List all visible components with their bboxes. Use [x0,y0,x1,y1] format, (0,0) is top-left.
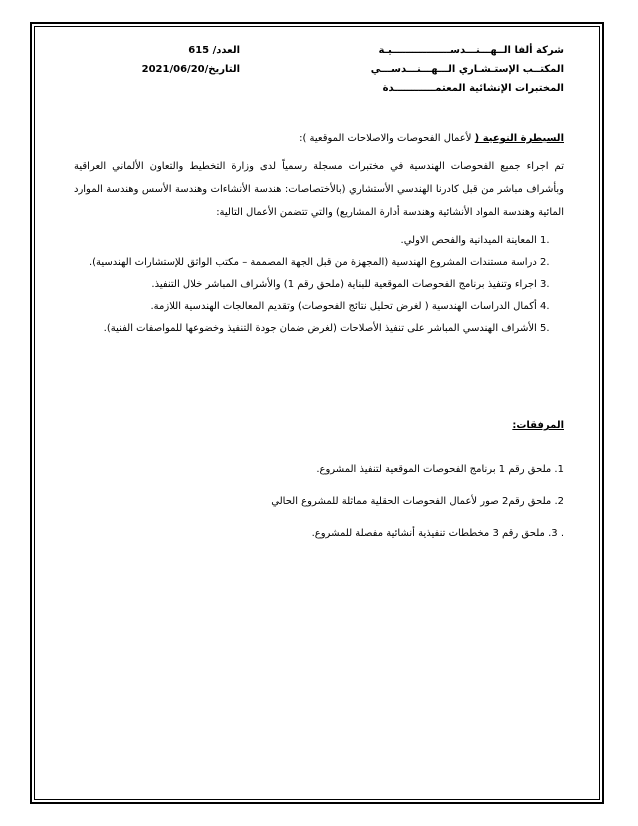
item-text: الأشراف الهندسي المباشر على تنفيذ الأصلاحات (لغرض ضمان جودة التنفيذ وخضوعها للمواصفات الفنية). [103,323,537,334]
list-item [64,252,564,274]
works-list [64,230,564,340]
item-number: 4. [540,301,550,312]
list-item [64,274,564,296]
attachment-item: . 3. ملحق رقم 3 مخططات تنفيذية أنشائية مفصلة للمشروع. [311,528,564,539]
attachment-item: 1. ملحق رقم 1 برنامج الفحوصات الموقعية لتنفيذ المشروع. [316,464,564,475]
company-header [294,41,564,98]
item-text: المعاينة الميدانية والفحص الاولي. [400,235,537,246]
item-text: دراسة مستندات المشروع الهندسية (المجهزة من قبل الجهة المصممة – مكتب الواثق للإستشارات الهندسية). [88,257,537,268]
date-value: 2021/06/20 [141,64,205,75]
item-text: اجراء وتنفيذ برنامج الفحوصات الموقعية للبناية (ملحق رقم 1) والأشراف المباشر خلال التنفيذ. [151,279,537,290]
company-name: شركة ألفا الــهـــنـــدســـــــــــــــــيـة [378,45,564,56]
document-number [90,41,240,60]
item-number: 3. [540,279,550,290]
list-item [64,318,564,340]
item-text: أكمال الدراسات الهندسية ( لغرض تحليل نتائج الفحوصات) وتقديم المعالجات الهندسية اللازمة. [150,301,537,312]
date-label: التاريخ/ [204,64,240,75]
number-value: 615 [188,45,210,56]
attachments-list [64,460,564,556]
document-meta [90,41,240,79]
section-title [74,131,564,147]
document-date [90,60,240,79]
attachment-item: 2. ملحق رقم2 صور لأعمال الفحوصات الحقلية مماثلة للمشروع الحالي [271,496,564,507]
item-number: 2. [540,257,550,268]
office-name: المكتــب الإستـشـاري الـــهـــنـــدســـي [370,64,564,75]
section-title-underlined: السيطرة النوعية ( [474,133,564,144]
attachments-title: المرفقات: [512,420,564,431]
intro-paragraph: تم اجراء جميع الفحوصات الهندسية في مختبرات مسجلة رسمياً لدى وزارة التخطيط والتعاون الألماني العراقية وبأشراف مباشر من قبل كادرنا الهندسي الأستشاري (بالأختصاصات: هندسة الأنشاءات وهندسة الأسس وهندسة الموارد المائية وهندسة المواد الأنشائية وهندسة أدارة المشاريع) والتي تتضمن الأعمال التالية: [74,161,564,218]
number-label: العدد/ [212,45,240,56]
labs-name: المختبرات الإنشائية المعتمــــــــــــدة [382,83,564,94]
list-item [64,230,564,252]
item-number: 5. [540,323,550,334]
list-item [64,296,564,318]
section-title-rest: لأعمال الفحوصات والاصلاحات الموقعية ): [299,133,475,144]
item-number: 1. [540,235,550,246]
